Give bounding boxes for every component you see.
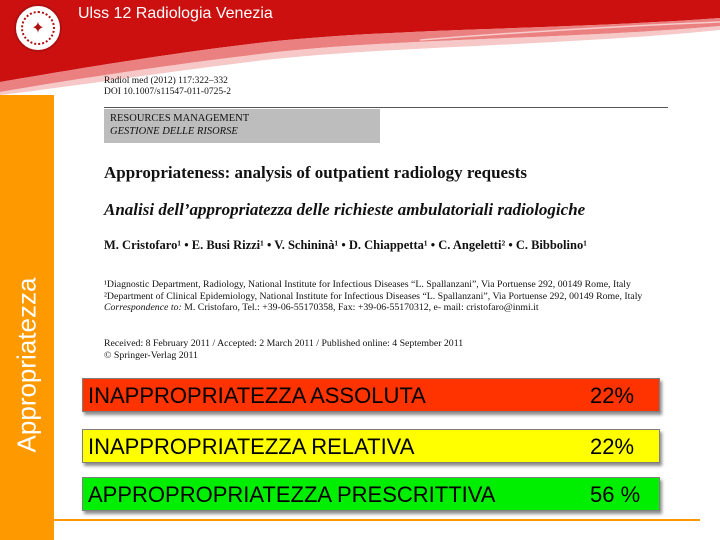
result-value: 22% — [590, 383, 635, 408]
paper-authors: M. Cristofaro¹ • E. Busi Rizzi¹ • V. Schininà¹ • D. Chiappetta¹ • C. Angeletti² • C. Bibbolino¹ — [104, 238, 587, 252]
paper-title-en: Appropriateness: analysis of outpatient radiology requests — [104, 163, 527, 182]
citation — [104, 76, 670, 98]
result-box-relativa — [82, 429, 660, 463]
result-box-prescrittiva — [82, 477, 660, 511]
sidebar-label: Appropriatezza — [11, 277, 42, 453]
result-value: 22% — [590, 434, 635, 459]
org-title: Ulss 12 Radiologia Venezia — [78, 5, 273, 22]
result-label: APPROPROPRIATEZZA PRESCRITTIVA — [88, 482, 496, 507]
venice-lion-seal-icon — [14, 4, 62, 52]
citation-doi: DOI 10.1007/s11547-011-0725-2 — [104, 87, 232, 97]
result-label: INAPPROPRIATEZZA ASSOLUTA — [88, 383, 426, 408]
result-value: 56 % — [590, 482, 641, 507]
footer-rule — [54, 519, 700, 521]
affiliation-1: ¹Diagnostic Department, Radiology, National Institute for Infectious Diseases “L. Spallanzani”, Via Portuense 292, 00149 Rome, Italy — [104, 279, 631, 290]
paper-title-it: Analisi dell’appropriatezza delle richieste ambulatoriali radiologiche — [104, 200, 586, 219]
correspondence — [104, 302, 668, 314]
section-sub-label: GESTIONE DELLE RISORSE — [110, 126, 238, 137]
header-rule — [104, 107, 668, 108]
section-label: RESOURCES MANAGEMENT — [110, 113, 250, 124]
affiliations — [104, 279, 668, 314]
correspondence-label: Correspondence to: — [104, 302, 182, 313]
publication-dates — [104, 338, 463, 361]
paper-excerpt — [104, 76, 670, 361]
sidebar — [0, 95, 54, 540]
seal-inner-ring: ✦ — [21, 11, 55, 45]
result-label: INAPPROPRIATEZZA RELATIVA — [88, 434, 415, 459]
result-box-assoluta — [82, 378, 660, 412]
received-line: Received: 8 February 2011 / Accepted: 2 March 2011 / Published online: 4 September 2011 — [104, 338, 464, 349]
copyright: © Springer-Verlag 2011 — [104, 349, 198, 361]
section-box — [104, 109, 380, 143]
citation-journal: Radiol med (2012) 117:322–332 — [104, 76, 228, 86]
affiliation-2: ²Department of Clinical Epidemiology, National Institute for Infectious Diseases “L. Spallanzani”, Via Portuense 292, 00149 Rome, Italy — [104, 290, 643, 302]
correspondence-details: M. Cristofaro, Tel.: +39-06-55170358, Fax: +39-06-55170312, e- mail: cristofaro@inmi.it — [181, 302, 539, 313]
